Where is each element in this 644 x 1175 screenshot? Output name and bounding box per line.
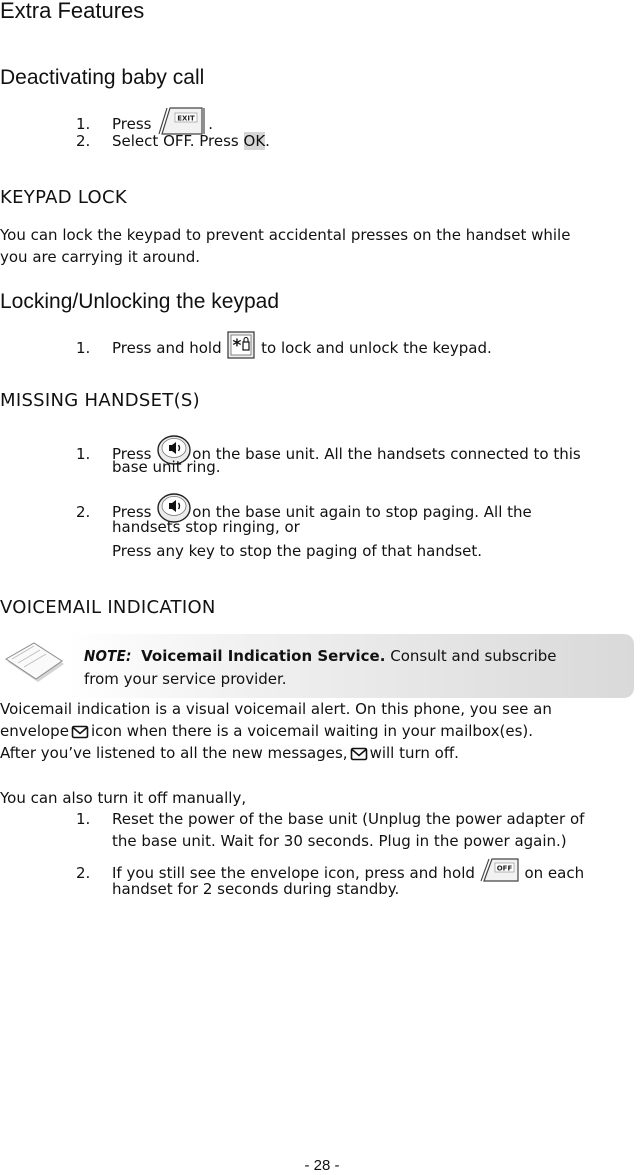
keypad-lock-subheading: Locking/Unlocking the keypad [0, 290, 280, 313]
note-line-1: NOTE: Voicemail Indication Service. Consult and subscribe [84, 647, 557, 665]
off-key-icon [480, 855, 520, 885]
svg-text:*: * [232, 336, 242, 356]
note-line-2: from your service provider. [84, 670, 287, 688]
keypad-lock-para-line-2: you are carrying it around. [0, 248, 201, 266]
missing-handset-step-1-line-2: base unit ring. [112, 458, 221, 476]
keypad-lock-para-line-1: You can lock the keypad to prevent accidental presses on the handset while [0, 226, 571, 244]
off-option: OFF [163, 132, 190, 150]
missing-handset-step-2-line-2: handsets stop ringing, or [112, 518, 300, 536]
keypad-lock-heading: KEYPAD LOCK [0, 187, 127, 208]
voicemail-heading: VOICEMAIL INDICATION [0, 597, 216, 618]
svg-text:OFF: OFF [496, 864, 512, 873]
missing-handset-step-1: 1. Press on the base unit. All the handsets connected to this [76, 434, 581, 466]
voicemail-para-line-3: After you’ve listened to all the new messages, will turn off. [0, 744, 459, 762]
star-lock-key-icon [226, 330, 256, 360]
svg-text:EXIT: EXIT [177, 114, 196, 123]
voicemail-para-line-2: envelope icon when there is a voicemail waiting in your mailbox(es). [0, 722, 534, 740]
voicemail-para-line-1: Voicemail indication is a visual voicemail alert. On this phone, you see an [0, 700, 552, 718]
envelope-icon [71, 725, 89, 739]
ok-key-label: OK [243, 132, 266, 150]
note-icon [2, 634, 70, 690]
missing-handset-step-2: 2. Press on the base unit again to stop paging. All the [76, 492, 532, 524]
voicemail-step-2: 2. If you still see the envelope icon, press and hold OFF on each [76, 855, 584, 885]
page-title: Extra Features [0, 0, 145, 23]
envelope-icon [350, 747, 368, 761]
baby-call-step-1: 1. Press EXIT . [76, 104, 213, 136]
voicemail-para-2: You can also turn it off manually, [0, 789, 247, 807]
missing-handset-heading: MISSING HANDSET(S) [0, 390, 200, 411]
baby-call-heading: Deactivating baby call [0, 66, 205, 89]
keypad-lock-step-1: 1. Press and hold * to lock and unlock the keypad. [76, 330, 492, 360]
baby-call-step-2: 2. Select OFF. Press OK. [76, 132, 270, 150]
voicemail-step-1-line-2: the base unit. Wait for 30 seconds. Plug in the power again.) [112, 832, 567, 850]
page-number: - 28 - [304, 1157, 340, 1174]
voicemail-step-1: 1. Reset the power of the base unit (Unplug the power adapter of [76, 810, 585, 828]
voicemail-step-2-line-2: handset for 2 seconds during standby. [112, 880, 400, 898]
missing-handset-step-2-line-3: Press any key to stop the paging of that handset. [112, 542, 483, 560]
